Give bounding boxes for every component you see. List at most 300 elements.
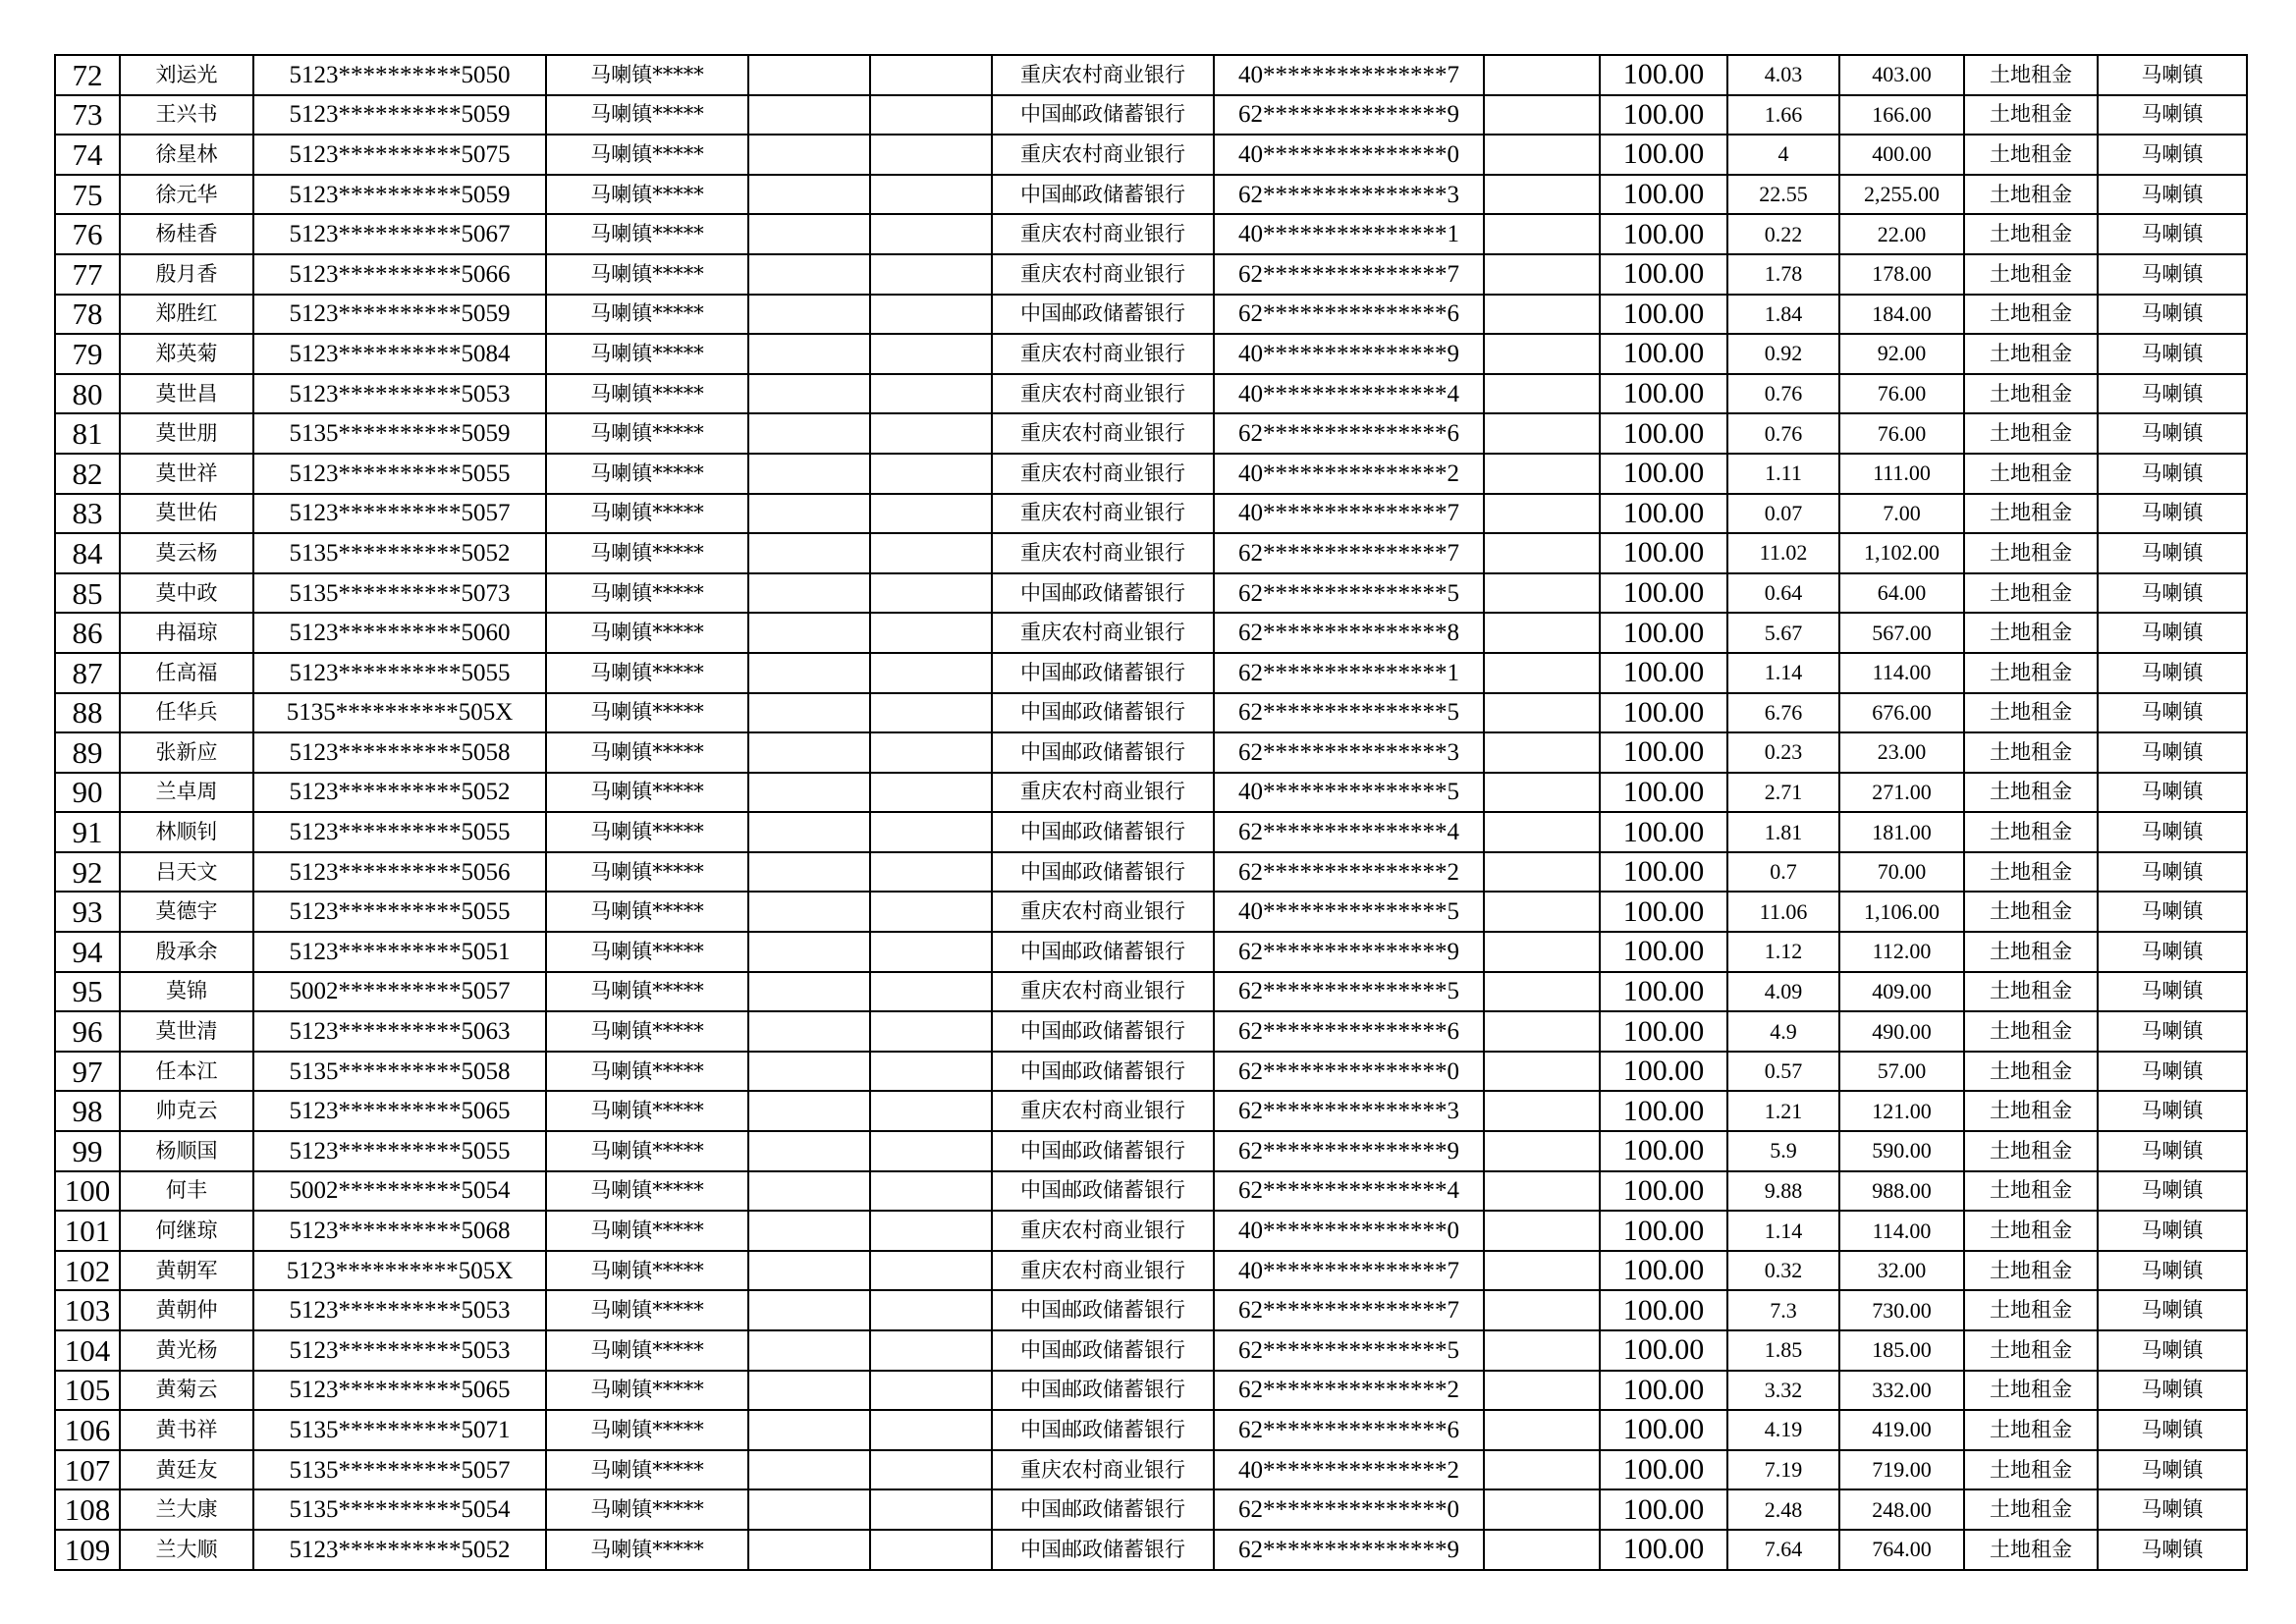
unit-price: 100.00: [1600, 295, 1727, 335]
blank-cell: [748, 1171, 870, 1212]
blank-cell: [870, 175, 992, 215]
area-value: 11.02: [1727, 533, 1839, 573]
blank-cell: [870, 95, 992, 135]
area-value: 11.06: [1727, 892, 1839, 932]
area-value: 7.3: [1727, 1290, 1839, 1330]
payee-name: 莫世清: [120, 1011, 253, 1052]
unit-price: 100.00: [1600, 732, 1727, 773]
bank-name: 中国邮政储蓄银行: [992, 932, 1214, 972]
area-value: 1.11: [1727, 454, 1839, 494]
payment-table: [54, 54, 2248, 1571]
amount-value: 719.00: [1839, 1450, 1964, 1490]
amount-value: 185.00: [1839, 1330, 1964, 1371]
area-value: 4.03: [1727, 55, 1839, 95]
account-number: 62***************2: [1214, 1371, 1484, 1411]
bank-name: 重庆农村商业银行: [992, 1251, 1214, 1291]
address: 马喇镇*****: [546, 773, 748, 813]
table-row: [55, 812, 2247, 852]
row-number: 108: [55, 1489, 120, 1530]
table-row: [55, 334, 2247, 374]
unit-price: 100.00: [1600, 852, 1727, 893]
address: 马喇镇*****: [546, 1091, 748, 1131]
blank-cell: [1484, 693, 1600, 733]
table-row: [55, 1410, 2247, 1450]
unit-price: 100.00: [1600, 1450, 1727, 1490]
row-number: 91: [55, 812, 120, 852]
blank-cell: [1484, 214, 1600, 254]
township: 马喇镇: [2098, 295, 2247, 335]
blank-cell: [870, 494, 992, 534]
bank-name: 重庆农村商业银行: [992, 413, 1214, 454]
bank-name: 重庆农村商业银行: [992, 1450, 1214, 1490]
table-row: [55, 454, 2247, 494]
address: 马喇镇*****: [546, 1450, 748, 1490]
area-value: 1.12: [1727, 932, 1839, 972]
area-value: 1.14: [1727, 653, 1839, 693]
row-number: 93: [55, 892, 120, 932]
area-value: 1.81: [1727, 812, 1839, 852]
payment-type: 土地租金: [1964, 653, 2098, 693]
township: 马喇镇: [2098, 494, 2247, 534]
id-number: 5123**********5058: [253, 732, 546, 773]
unit-price: 100.00: [1600, 55, 1727, 95]
township: 马喇镇: [2098, 1171, 2247, 1212]
amount-value: 248.00: [1839, 1489, 1964, 1530]
payment-type: 土地租金: [1964, 413, 2098, 454]
account-number: 40***************5: [1214, 892, 1484, 932]
table-row: [55, 135, 2247, 175]
address: 马喇镇*****: [546, 135, 748, 175]
account-number: 62***************0: [1214, 1489, 1484, 1530]
table-row: [55, 533, 2247, 573]
township: 马喇镇: [2098, 812, 2247, 852]
bank-name: 中国邮政储蓄银行: [992, 1330, 1214, 1371]
id-number: 5123**********5052: [253, 773, 546, 813]
address: 马喇镇*****: [546, 892, 748, 932]
blank-cell: [870, 1052, 992, 1092]
address: 马喇镇*****: [546, 1489, 748, 1530]
account-number: 62***************9: [1214, 932, 1484, 972]
amount-value: 32.00: [1839, 1251, 1964, 1291]
payee-name: 吕天文: [120, 852, 253, 893]
amount-value: 184.00: [1839, 295, 1964, 335]
payee-name: 莫云杨: [120, 533, 253, 573]
row-number: 73: [55, 95, 120, 135]
id-number: 5123**********5065: [253, 1091, 546, 1131]
blank-cell: [870, 1530, 992, 1570]
account-number: 62***************0: [1214, 1052, 1484, 1092]
area-value: 22.55: [1727, 175, 1839, 215]
account-number: 62***************5: [1214, 693, 1484, 733]
blank-cell: [870, 1450, 992, 1490]
table-row: [55, 1489, 2247, 1530]
id-number: 5123**********5055: [253, 1131, 546, 1171]
unit-price: 100.00: [1600, 1530, 1727, 1570]
blank-cell: [748, 1131, 870, 1171]
unit-price: 100.00: [1600, 1011, 1727, 1052]
payment-type: 土地租金: [1964, 693, 2098, 733]
id-number: 5123**********5051: [253, 932, 546, 972]
blank-cell: [748, 55, 870, 95]
payment-type: 土地租金: [1964, 55, 2098, 95]
amount-value: 567.00: [1839, 613, 1964, 653]
id-number: 5123**********5050: [253, 55, 546, 95]
payee-name: 莫中政: [120, 573, 253, 614]
row-number: 94: [55, 932, 120, 972]
blank-cell: [748, 732, 870, 773]
blank-cell: [870, 533, 992, 573]
row-number: 100: [55, 1171, 120, 1212]
bank-name: 中国邮政储蓄银行: [992, 812, 1214, 852]
blank-cell: [870, 573, 992, 614]
amount-value: 590.00: [1839, 1131, 1964, 1171]
blank-cell: [1484, 1052, 1600, 1092]
blank-cell: [870, 1131, 992, 1171]
area-value: 3.32: [1727, 1371, 1839, 1411]
payee-name: 莫锦: [120, 972, 253, 1012]
township: 马喇镇: [2098, 972, 2247, 1012]
address: 马喇镇*****: [546, 1330, 748, 1371]
amount-value: 409.00: [1839, 972, 1964, 1012]
payment-type: 土地租金: [1964, 573, 2098, 614]
row-number: 104: [55, 1330, 120, 1371]
blank-cell: [870, 1011, 992, 1052]
amount-value: 400.00: [1839, 135, 1964, 175]
account-number: 40***************7: [1214, 55, 1484, 95]
payee-name: 黄朝军: [120, 1251, 253, 1291]
township: 马喇镇: [2098, 1530, 2247, 1570]
blank-cell: [1484, 254, 1600, 295]
blank-cell: [748, 374, 870, 414]
blank-cell: [870, 135, 992, 175]
row-number: 74: [55, 135, 120, 175]
payee-name: 兰大顺: [120, 1530, 253, 1570]
township: 马喇镇: [2098, 1290, 2247, 1330]
payee-name: 兰大康: [120, 1489, 253, 1530]
township: 马喇镇: [2098, 533, 2247, 573]
blank-cell: [1484, 494, 1600, 534]
id-number: 5123**********5059: [253, 175, 546, 215]
blank-cell: [1484, 1011, 1600, 1052]
payee-name: 莫德宇: [120, 892, 253, 932]
address: 马喇镇*****: [546, 693, 748, 733]
row-number: 98: [55, 1091, 120, 1131]
payee-name: 殷月香: [120, 254, 253, 295]
unit-price: 100.00: [1600, 214, 1727, 254]
id-number: 5135**********5059: [253, 413, 546, 454]
township: 马喇镇: [2098, 1052, 2247, 1092]
row-number: 82: [55, 454, 120, 494]
blank-cell: [748, 295, 870, 335]
payee-name: 任本江: [120, 1052, 253, 1092]
account-number: 40***************0: [1214, 1211, 1484, 1251]
area-value: 4.09: [1727, 972, 1839, 1012]
blank-cell: [1484, 653, 1600, 693]
table-row: [55, 1330, 2247, 1371]
township: 马喇镇: [2098, 1131, 2247, 1171]
table-row: [55, 413, 2247, 454]
blank-cell: [748, 533, 870, 573]
payee-name: 莫世佑: [120, 494, 253, 534]
area-value: 7.19: [1727, 1450, 1839, 1490]
bank-name: 重庆农村商业银行: [992, 374, 1214, 414]
amount-value: 76.00: [1839, 413, 1964, 454]
unit-price: 100.00: [1600, 454, 1727, 494]
payee-name: 帅克云: [120, 1091, 253, 1131]
unit-price: 100.00: [1600, 1091, 1727, 1131]
account-number: 62***************6: [1214, 295, 1484, 335]
blank-cell: [1484, 95, 1600, 135]
address: 马喇镇*****: [546, 1171, 748, 1212]
payment-type: 土地租金: [1964, 454, 2098, 494]
payee-name: 杨桂香: [120, 214, 253, 254]
township: 马喇镇: [2098, 732, 2247, 773]
account-number: 62***************3: [1214, 1091, 1484, 1131]
payment-type: 土地租金: [1964, 1011, 2098, 1052]
unit-price: 100.00: [1600, 1410, 1727, 1450]
payee-name: 郑英菊: [120, 334, 253, 374]
payee-name: 冉福琼: [120, 613, 253, 653]
bank-name: 中国邮政储蓄银行: [992, 732, 1214, 773]
blank-cell: [870, 1371, 992, 1411]
area-value: 0.64: [1727, 573, 1839, 614]
amount-value: 764.00: [1839, 1530, 1964, 1570]
township: 马喇镇: [2098, 135, 2247, 175]
id-number: 5123**********5055: [253, 892, 546, 932]
row-number: 79: [55, 334, 120, 374]
blank-cell: [748, 334, 870, 374]
id-number: 5123**********5052: [253, 1530, 546, 1570]
bank-name: 中国邮政储蓄银行: [992, 1371, 1214, 1411]
township: 马喇镇: [2098, 773, 2247, 813]
payee-name: 黄廷友: [120, 1450, 253, 1490]
blank-cell: [1484, 1371, 1600, 1411]
payment-type: 土地租金: [1964, 1410, 2098, 1450]
blank-cell: [870, 732, 992, 773]
unit-price: 100.00: [1600, 693, 1727, 733]
blank-cell: [1484, 892, 1600, 932]
blank-cell: [1484, 773, 1600, 813]
address: 马喇镇*****: [546, 494, 748, 534]
blank-cell: [1484, 1530, 1600, 1570]
blank-cell: [870, 295, 992, 335]
blank-cell: [748, 892, 870, 932]
payment-type: 土地租金: [1964, 254, 2098, 295]
area-value: 4.9: [1727, 1011, 1839, 1052]
township: 马喇镇: [2098, 55, 2247, 95]
blank-cell: [1484, 1410, 1600, 1450]
payee-name: 兰卓周: [120, 773, 253, 813]
amount-value: 1,102.00: [1839, 533, 1964, 573]
table-row: [55, 773, 2247, 813]
blank-cell: [870, 1211, 992, 1251]
payment-type: 土地租金: [1964, 1251, 2098, 1291]
blank-cell: [748, 413, 870, 454]
unit-price: 100.00: [1600, 892, 1727, 932]
row-number: 95: [55, 972, 120, 1012]
amount-value: 76.00: [1839, 374, 1964, 414]
table-row: [55, 693, 2247, 733]
id-number: 5123**********5066: [253, 254, 546, 295]
address: 马喇镇*****: [546, 1131, 748, 1171]
row-number: 101: [55, 1211, 120, 1251]
blank-cell: [1484, 1171, 1600, 1212]
blank-cell: [870, 413, 992, 454]
account-number: 62***************3: [1214, 732, 1484, 773]
payee-name: 林顺钊: [120, 812, 253, 852]
amount-value: 271.00: [1839, 773, 1964, 813]
bank-name: 中国邮政储蓄银行: [992, 1530, 1214, 1570]
payment-type: 土地租金: [1964, 1530, 2098, 1570]
amount-value: 403.00: [1839, 55, 1964, 95]
address: 马喇镇*****: [546, 413, 748, 454]
blank-cell: [870, 254, 992, 295]
bank-name: 重庆农村商业银行: [992, 972, 1214, 1012]
township: 马喇镇: [2098, 1211, 2247, 1251]
id-number: 5123**********5067: [253, 214, 546, 254]
amount-value: 332.00: [1839, 1371, 1964, 1411]
unit-price: 100.00: [1600, 175, 1727, 215]
account-number: 62***************7: [1214, 533, 1484, 573]
payment-type: 土地租金: [1964, 1489, 2098, 1530]
blank-cell: [870, 932, 992, 972]
unit-price: 100.00: [1600, 1052, 1727, 1092]
payee-name: 黄朝仲: [120, 1290, 253, 1330]
bank-name: 重庆农村商业银行: [992, 135, 1214, 175]
amount-value: 22.00: [1839, 214, 1964, 254]
payee-name: 任高福: [120, 653, 253, 693]
account-number: 40***************0: [1214, 135, 1484, 175]
address: 马喇镇*****: [546, 454, 748, 494]
blank-cell: [1484, 613, 1600, 653]
unit-price: 100.00: [1600, 1131, 1727, 1171]
amount-value: 114.00: [1839, 1211, 1964, 1251]
account-number: 62***************1: [1214, 653, 1484, 693]
payment-type: 土地租金: [1964, 932, 2098, 972]
row-number: 88: [55, 693, 120, 733]
bank-name: 中国邮政储蓄银行: [992, 1489, 1214, 1530]
bank-name: 中国邮政储蓄银行: [992, 1171, 1214, 1212]
blank-cell: [870, 852, 992, 893]
bank-name: 重庆农村商业银行: [992, 892, 1214, 932]
table-row: [55, 494, 2247, 534]
blank-cell: [748, 95, 870, 135]
table-row: [55, 573, 2247, 614]
account-number: 62***************5: [1214, 573, 1484, 614]
area-value: 2.71: [1727, 773, 1839, 813]
id-number: 5123**********5053: [253, 374, 546, 414]
unit-price: 100.00: [1600, 135, 1727, 175]
account-number: 40***************7: [1214, 494, 1484, 534]
row-number: 105: [55, 1371, 120, 1411]
table-row: [55, 1290, 2247, 1330]
bank-name: 中国邮政储蓄银行: [992, 1290, 1214, 1330]
amount-value: 419.00: [1839, 1410, 1964, 1450]
table-row: [55, 214, 2247, 254]
table-row: [55, 892, 2247, 932]
blank-cell: [1484, 413, 1600, 454]
address: 马喇镇*****: [546, 295, 748, 335]
blank-cell: [1484, 732, 1600, 773]
id-number: 5123**********5084: [253, 334, 546, 374]
address: 马喇镇*****: [546, 1011, 748, 1052]
township: 马喇镇: [2098, 1371, 2247, 1411]
blank-cell: [748, 693, 870, 733]
account-number: 40***************2: [1214, 454, 1484, 494]
blank-cell: [870, 773, 992, 813]
payee-name: 刘运光: [120, 55, 253, 95]
blank-cell: [1484, 295, 1600, 335]
blank-cell: [1484, 334, 1600, 374]
amount-value: 92.00: [1839, 334, 1964, 374]
account-number: 40***************5: [1214, 773, 1484, 813]
area-value: 0.22: [1727, 214, 1839, 254]
payment-type: 土地租金: [1964, 1371, 2098, 1411]
table-row: [55, 852, 2247, 893]
row-number: 89: [55, 732, 120, 773]
amount-value: 121.00: [1839, 1091, 1964, 1131]
payee-name: 莫世朋: [120, 413, 253, 454]
row-number: 102: [55, 1251, 120, 1291]
unit-price: 100.00: [1600, 254, 1727, 295]
amount-value: 7.00: [1839, 494, 1964, 534]
bank-name: 中国邮政储蓄银行: [992, 653, 1214, 693]
area-value: 0.76: [1727, 374, 1839, 414]
township: 马喇镇: [2098, 1410, 2247, 1450]
table-row: [55, 613, 2247, 653]
id-number: 5002**********5057: [253, 972, 546, 1012]
row-number: 96: [55, 1011, 120, 1052]
amount-value: 988.00: [1839, 1171, 1964, 1212]
payment-type: 土地租金: [1964, 1290, 2098, 1330]
amount-value: 64.00: [1839, 573, 1964, 614]
payment-type: 土地租金: [1964, 852, 2098, 893]
area-value: 5.9: [1727, 1131, 1839, 1171]
row-number: 87: [55, 653, 120, 693]
township: 马喇镇: [2098, 613, 2247, 653]
account-number: 62***************6: [1214, 1011, 1484, 1052]
address: 马喇镇*****: [546, 1371, 748, 1411]
address: 马喇镇*****: [546, 254, 748, 295]
account-number: 62***************7: [1214, 254, 1484, 295]
blank-cell: [748, 1211, 870, 1251]
address: 马喇镇*****: [546, 972, 748, 1012]
blank-cell: [870, 1251, 992, 1291]
amount-value: 181.00: [1839, 812, 1964, 852]
address: 马喇镇*****: [546, 374, 748, 414]
blank-cell: [870, 334, 992, 374]
table-row: [55, 732, 2247, 773]
id-number: 5135**********5071: [253, 1410, 546, 1450]
id-number: 5135**********5058: [253, 1052, 546, 1092]
blank-cell: [1484, 1091, 1600, 1131]
payment-type: 土地租金: [1964, 732, 2098, 773]
row-number: 107: [55, 1450, 120, 1490]
township: 马喇镇: [2098, 932, 2247, 972]
township: 马喇镇: [2098, 1011, 2247, 1052]
unit-price: 100.00: [1600, 413, 1727, 454]
amount-value: 730.00: [1839, 1290, 1964, 1330]
bank-name: 中国邮政储蓄银行: [992, 1052, 1214, 1092]
blank-cell: [1484, 972, 1600, 1012]
blank-cell: [1484, 932, 1600, 972]
unit-price: 100.00: [1600, 932, 1727, 972]
area-value: 0.76: [1727, 413, 1839, 454]
blank-cell: [870, 214, 992, 254]
row-number: 86: [55, 613, 120, 653]
account-number: 62***************5: [1214, 1330, 1484, 1371]
blank-cell: [748, 494, 870, 534]
